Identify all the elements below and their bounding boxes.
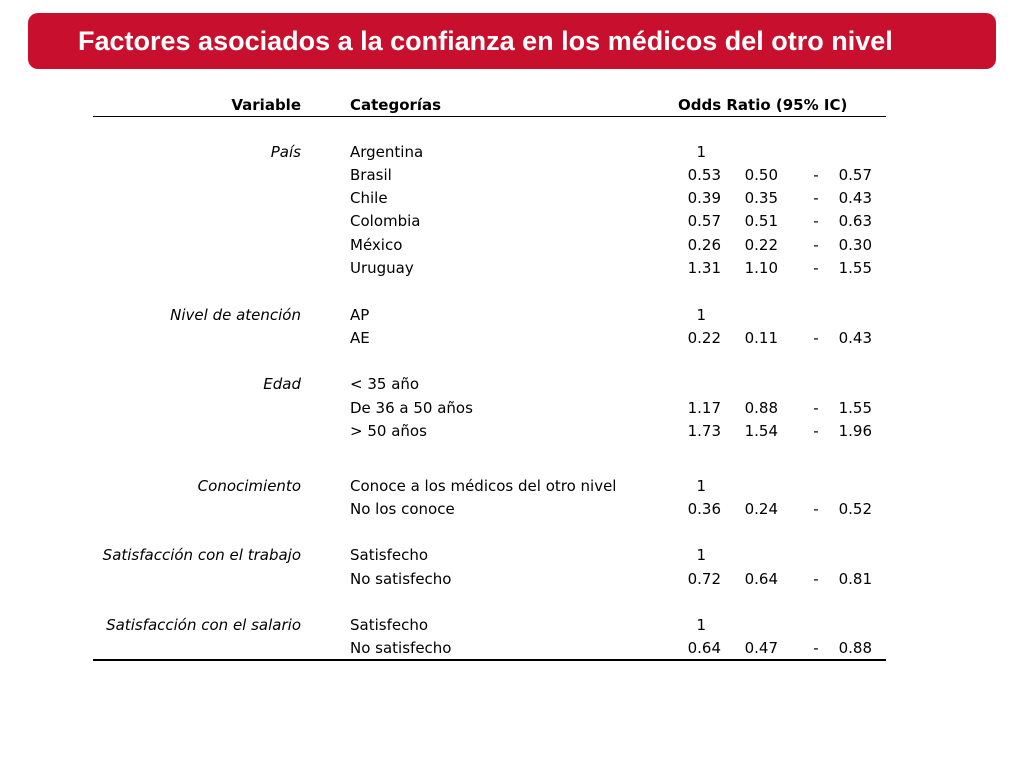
row-ci-lower: 0.47: [744, 639, 778, 657]
table-row: [0, 188, 1024, 208]
row-odds-ratio: 1.31: [687, 259, 721, 277]
row-ci-dash: -: [813, 422, 819, 440]
table-row: [0, 615, 1024, 635]
row-ci-lower: 0.50: [744, 166, 778, 184]
row-ci-lower: 0.64: [744, 570, 778, 588]
row-variable: Satisfacción con el trabajo: [102, 546, 301, 564]
row-category: AP: [350, 306, 370, 324]
row-ci-upper: 0.88: [838, 639, 872, 657]
header-variable: Variable: [231, 96, 301, 114]
table-row: [0, 545, 1024, 565]
row-odds-ratio: 0.53: [687, 166, 721, 184]
row-odds-ratio: 1: [696, 477, 706, 495]
row-ci-upper: 0.30: [838, 236, 872, 254]
row-ci-upper: 0.81: [838, 570, 872, 588]
row-ci-lower: 0.22: [744, 236, 778, 254]
table-row: [0, 258, 1024, 278]
row-category: AE: [350, 329, 370, 347]
row-variable: Edad: [263, 375, 301, 393]
row-odds-ratio: 0.36: [687, 500, 721, 518]
row-ci-dash: -: [813, 329, 819, 347]
row-ci-upper: 1.55: [838, 259, 872, 277]
table-row: [0, 142, 1024, 162]
row-ci-lower: 0.51: [744, 212, 778, 230]
table-row: [0, 499, 1024, 519]
row-ci-lower: 0.35: [744, 189, 778, 207]
row-odds-ratio: 1.17: [687, 399, 721, 417]
row-odds-ratio: 1: [696, 546, 706, 564]
slide-title: Factores asociados a la confianza en los médicos del otro nivel: [78, 26, 893, 56]
row-category: No satisfecho: [350, 639, 452, 657]
row-variable: Satisfacción con el salario: [106, 616, 301, 634]
header-odds-ratio: Odds Ratio (95% IC): [678, 96, 848, 114]
row-ci-upper: 0.63: [838, 212, 872, 230]
row-ci-upper: 0.43: [838, 189, 872, 207]
row-variable: País: [270, 143, 301, 161]
row-ci-dash: -: [813, 189, 819, 207]
row-ci-lower: 0.11: [744, 329, 778, 347]
row-ci-upper: 0.52: [838, 500, 872, 518]
row-category: Conoce a los médicos del otro nivel: [350, 477, 617, 495]
row-category: No satisfecho: [350, 570, 452, 588]
row-variable: Nivel de atención: [170, 306, 301, 324]
row-ci-lower: 0.88: [744, 399, 778, 417]
row-ci-dash: -: [813, 399, 819, 417]
row-ci-dash: -: [813, 236, 819, 254]
row-odds-ratio: 1: [696, 616, 706, 634]
row-category: Uruguay: [350, 259, 414, 277]
row-ci-dash: -: [813, 259, 819, 277]
table-row: [0, 569, 1024, 589]
row-ci-dash: -: [813, 500, 819, 518]
row-ci-upper: 1.55: [838, 399, 872, 417]
row-ci-lower: 1.54: [744, 422, 778, 440]
row-category: Colombia: [350, 212, 421, 230]
row-odds-ratio: 0.39: [687, 189, 721, 207]
row-odds-ratio: 1.73: [687, 422, 721, 440]
table-row: [0, 328, 1024, 348]
row-odds-ratio: 0.26: [687, 236, 721, 254]
row-odds-ratio: 0.72: [687, 570, 721, 588]
table-row: [0, 476, 1024, 496]
row-category: Satisfecho: [350, 546, 429, 564]
row-category: Brasil: [350, 166, 392, 184]
table-row: [0, 211, 1024, 231]
table-row: [0, 638, 1024, 658]
table-row: [0, 398, 1024, 418]
row-category: < 35 año: [350, 375, 420, 393]
header-rule: [93, 116, 886, 117]
row-ci-upper: 0.43: [838, 329, 872, 347]
table-row: [0, 374, 1024, 394]
row-odds-ratio: 0.64: [687, 639, 721, 657]
row-ci-upper: 0.57: [838, 166, 872, 184]
row-odds-ratio: 0.57: [687, 212, 721, 230]
row-category: No los conoce: [350, 500, 455, 518]
row-category: México: [350, 236, 403, 254]
table-row: [0, 421, 1024, 441]
row-category: Satisfecho: [350, 616, 429, 634]
table-row: [0, 165, 1024, 185]
row-ci-dash: -: [813, 570, 819, 588]
row-category: De 36 a 50 años: [350, 399, 473, 417]
row-odds-ratio: 1: [696, 306, 706, 324]
row-ci-lower: 0.24: [744, 500, 778, 518]
row-ci-upper: 1.96: [838, 422, 872, 440]
bottom-rule: [93, 659, 886, 661]
row-ci-dash: -: [813, 166, 819, 184]
row-category: Chile: [350, 189, 388, 207]
row-ci-dash: -: [813, 639, 819, 657]
row-ci-dash: -: [813, 212, 819, 230]
row-odds-ratio: 0.22: [687, 329, 721, 347]
table-header-row: [0, 95, 1024, 115]
header-categories: Categorías: [350, 96, 442, 114]
row-variable: Conocimiento: [197, 477, 301, 495]
row-ci-lower: 1.10: [744, 259, 778, 277]
table-row: [0, 305, 1024, 325]
row-category: Argentina: [350, 143, 424, 161]
row-odds-ratio: 1: [696, 143, 706, 161]
table-row: [0, 235, 1024, 255]
row-category: > 50 años: [350, 422, 427, 440]
